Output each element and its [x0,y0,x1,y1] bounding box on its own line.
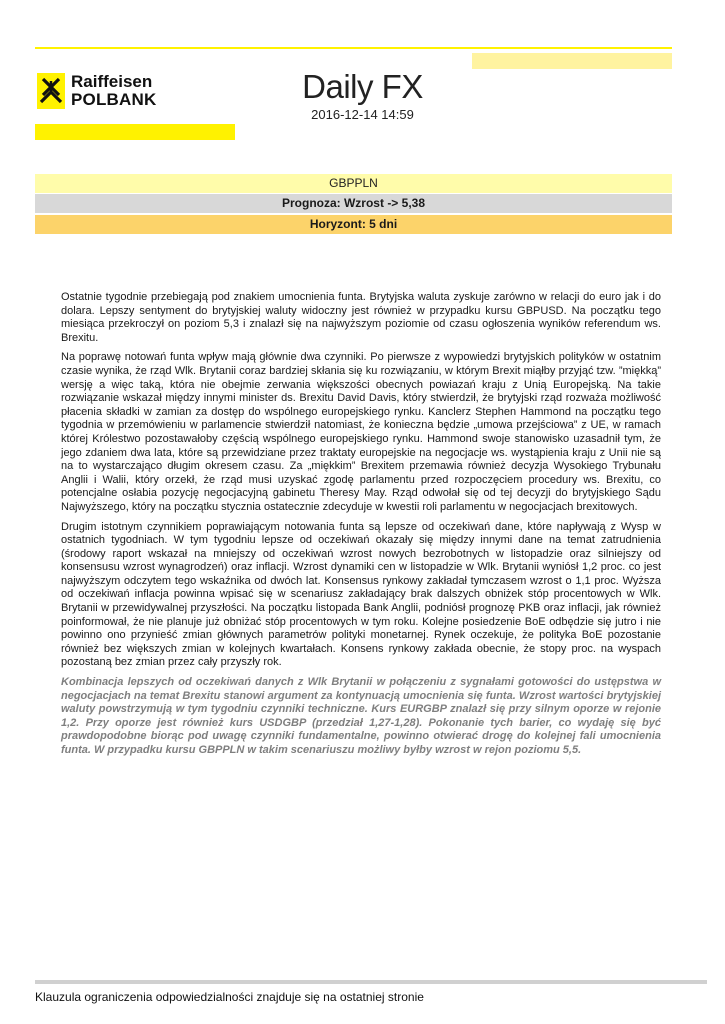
logo-text [71,73,156,109]
paragraph-1: Ostatnie tygodnie przebiegają pod znakiem umocnienia funta. Brytyjska waluta zyskuje zarówno w relacji do euro jak i do dolara. Lepszy sentyment do brytyjskiej waluty widoczny jest również w przypadku kursu GBPUSD. Na początku tego miesiąca przekroczył on poziom 5,3 i znalazł się na najwyższym poziomie od czasu ogłoszenia wyników referendum ws. Brexitu. [61,291,661,344]
horizon-band: Horyzont: 5 dni [35,215,672,234]
forecast-band: Prognoza: Wzrost -> 5,38 [35,194,672,213]
logo-name-line2: POLBANK [71,90,157,109]
footer-disclaimer: Klauzula ograniczenia odpowiedzialności znajduje się na ostatniej stronie [35,990,424,1004]
page-title: Daily FX [302,68,423,105]
conclusion-paragraph: Kombinacja lepszych od oczekiwań danych z Wlk Brytanii w połączeniu z sygnałami gotowości do ustępstwa w negocjacjach na temat Brexitu stanowi argument za kontynuacją umocnienia się funta. Wzrost wartości brytyjskiej waluty powstrzymują w tym tygodniu czynniki techniczne. Kurs EURGBP znalazł się przy silnym oporze w rejonie 1,2. Przy oporze jest również kurs USDGBP (przedział 1,27-1,28). Pokonanie tych barier, co wydaję się być prawdopodobne biorąc pod uwagę czynniki fundamentalne, powinno otwierać drogę do kolejnej fali umocnienia funta. W przypadku kursu GBPPLN w takim scenariuszu możliwy byłby wzrost w rejon poziomu 5,5. [61,676,661,756]
footer-rule [35,980,707,984]
header-accent-bar-right [472,53,672,69]
logo-icon [37,73,65,109]
currency-pair-band: GBPPLN [35,174,672,193]
article-body [61,291,661,764]
paragraph-3: Drugim istotnym czynnikiem poprawiającym notowania funta są lepsze od oczekiwań dane, które napływają z Wysp w ostatnich tygodniach. W tym tygodniu lepsze od oczekiwań okazały się między innymi dane na temat zatrudnienia (środowy raport wskazał na mniejszy od oczekiwań wzrost nowych bezrobotnych w listopadzie oraz silniejszy od konsensusu wzrost wynagrodzeń) oraz inflacji. Wzrost dynamiki cen w listopadzie w Wlk. Brytanii wyniósł 1,2 proc. co jest najwyższym odczytem tego wskaźnika od dwóch lat. Konsensus rynkowy zakładał tymczasem wzrost o 1,1 proc. Wyższa od oczekiwań inflacja powinna wpisać się w scenariusz zakładający brak dalszych obniżek stóp procentowych w Wlk. Brytanii w przewidywalnej przyszłości. Na początku listopada Bank Anglii, podniósł prognozę PKB oraz inflacji, jak również poinformował, że nie planuje już obniżać stóp procentowych w tym roku. Kolejne posiedzenie BoE odbędzie się jutro i nie powinno ono przynieść zmian głównych parametrów polityki monetarnej. Rynek oczekuje, że polityka BoE pozostanie również bez większych zmian w kolejnych kwartałach. Konsens rynkowy zakłada obecnie, że stopy proc. na wyspach pozostaną bez zmian przez cały przyszły rok. [61,520,661,669]
paragraph-2: Na poprawę notowań funta wpływ mają głównie dwa czynniki. Po pierwsze z wypowiedzi brytyjskich polityków w ostatnim czasie wynika, że rząd Wlk. Brytanii coraz bardziej skłania się ku rozwiązaniu, w którym Brexit miąłby przyjąć tzw. ”miękką” wersję a więc taką, która nie obejmie zerwania większości obecnych powiazań kraju z Unią Europejską. Na takie rozwiązanie wskazał między innymi minister ds. Brexitu David Davis, który stwierdził, że brytyjski rząd rozważa możliwość płacenia składki w zamian za dostęp do wspólnego europejskiego rynku. Kanclerz Stephen Hammond na początku tego tygodnia w przemówieniu w parlamencie stwierdził natomiast, że konieczna będzie „umowa przejściowa” z UE, w ramach której Królestwo pozostawałoby częścią wspólnego europejskiego rynku. Hammond swoje stanowisko uzasadnił tym, że jego zdaniem dwa lata, które są przewidziane przez traktaty europejskie na negocjacje ws. wystąpienia kraju z Unii nie są na to wystarczająco długim okresem czasu. Za „miękkim” Brexitem przemawia również decyzja Wysokiego Trybunału Anglii i Walii, który orzekł, że rząd musi uzyskać zgodę parlamentu przed rozpoczęciem procedury ws. Brexitu, co potencjalne osłabia pozycję negocjacyjną gabinetu Theresy May. Rząd odwołał się od tej decyzji do brytyjskiego Sądu Najwyższego, który na początku stycznia ostatecznie zdecyduje w kwestii roli parlamentu w negocjacjach brexitowych. [61,351,661,513]
header-accent-bar-left [35,124,235,140]
report-datetime: 2016-12-14 14:59 [311,107,414,122]
logo-name-line1: Raiffeisen [71,72,153,91]
raiffeisen-polbank-logo [37,73,167,113]
header-top-rule [35,47,672,49]
